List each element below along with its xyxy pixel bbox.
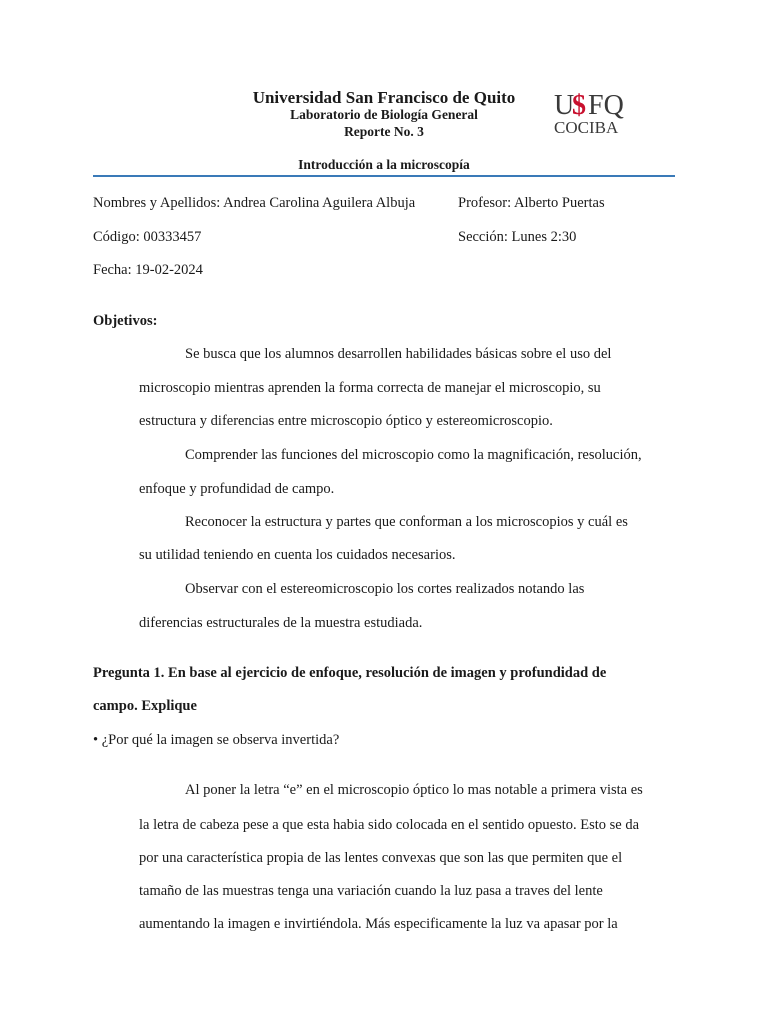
question1-heading: Pregunta 1. En base al ejercicio de enfoque, resolución de imagen y profundidad de	[93, 665, 607, 681]
professor-name: Profesor: Alberto Puertas	[458, 195, 605, 211]
question1-bullet: • ¿Por qué la imagen se observa invertida?	[93, 732, 340, 748]
answer-line: por una característica propia de las lentes convexas que son las que permiten que el	[139, 850, 623, 866]
objectives-heading: Objetivos:	[93, 313, 158, 329]
svg-text:$: $	[572, 90, 586, 121]
objective-line: estructura y diferencias entre microscopio óptico y estereomicroscopio.	[139, 413, 553, 429]
report-date: Fecha: 19-02-2024	[93, 262, 203, 278]
objective-line: microscopio mientras aprenden la forma correcta de manejar el microscopio, su	[139, 380, 601, 396]
student-name: Nombres y Apellidos: Andrea Carolina Aguilera Albuja	[93, 195, 416, 211]
university-title: Universidad San Francisco de Quito	[252, 88, 516, 107]
answer-line: tamaño de las muestras tenga una variación cuando la luz pasa a traves del lente	[139, 883, 603, 899]
objective-line: Observar con el estereomicroscopio los cortes realizados notando las	[185, 581, 585, 597]
lab-title: Laboratorio de Biología General	[290, 107, 478, 122]
objective-line: diferencias estructurales de la muestra estudiada.	[139, 615, 423, 631]
objective-line: Se busca que los alumnos desarrollen habilidades básicas sobre el uso del	[185, 346, 612, 362]
objective-line: Comprender las funciones del microscopio como la magnificación, resolución,	[185, 447, 642, 463]
header-divider	[93, 175, 675, 177]
usfq-cociba-logo	[548, 86, 638, 136]
svg-text:COCIBA: COCIBA	[554, 118, 619, 136]
objective-line: su utilidad teniendo en cuenta los cuidados necesarios.	[139, 547, 456, 563]
student-code: Código: 00333457	[93, 229, 202, 245]
report-topic: Introducción a la microscopía	[298, 157, 470, 172]
svg-text:U: U	[554, 90, 575, 121]
objective-line: Reconocer la estructura y partes que conforman a los microscopios y cuál es	[185, 514, 628, 530]
answer-line: Al poner la letra “e” en el microscopio óptico lo mas notable a primera vista es	[185, 782, 643, 798]
answer-line: la letra de cabeza pese a que esta habia sido colocada en el sentido opuesto. Esto se da	[139, 817, 640, 833]
answer-line: aumentando la imagen e invirtiéndola. Más especificamente la luz va apasar por la	[139, 916, 618, 932]
question1-heading-cont: campo. Explique	[93, 698, 197, 714]
svg-text:FQ: FQ	[588, 90, 624, 121]
report-number: Reporte No. 3	[344, 124, 424, 139]
class-section: Sección: Lunes 2:30	[458, 229, 577, 245]
objective-line: enfoque y profundidad de campo.	[139, 481, 335, 497]
